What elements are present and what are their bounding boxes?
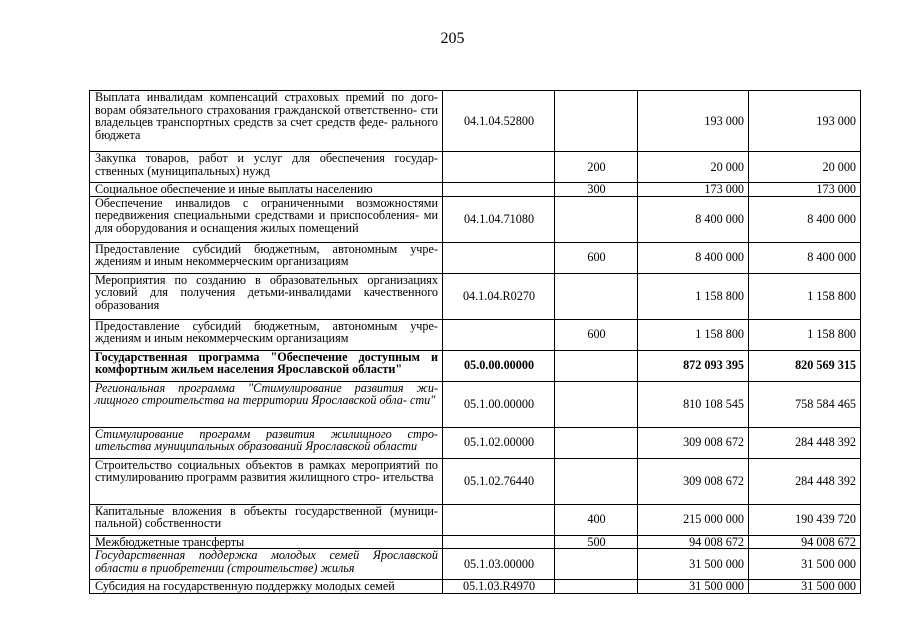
table-row: [90, 183, 861, 197]
row-amount-2027: 20 000: [749, 152, 861, 183]
page-number: 205: [440, 30, 465, 47]
row-amount-2026: 872 093 395: [638, 350, 749, 381]
row-target-code: 04.1.04.71080: [443, 196, 555, 242]
table-row: [90, 273, 861, 319]
table-row: [90, 458, 861, 504]
row-name: Строительство социальных объектов в рамках мероприятий по стимулированию программ развития жилищного стро- ительства: [90, 458, 443, 504]
row-amount-2027: 173 000: [749, 183, 861, 197]
row-amount-2026: 173 000: [638, 183, 749, 197]
row-target-code: 04.1.04.52800: [443, 91, 555, 152]
row-amount-2027: 31 500 000: [749, 580, 861, 594]
row-amount-2027: 8 400 000: [749, 242, 861, 273]
row-name: Государственная программа "Обеспечение доступным и комфортным жильем населения Ярославской области": [90, 350, 443, 381]
row-amount-2027: 94 008 672: [749, 535, 861, 549]
table-row: [90, 535, 861, 549]
table-row: [90, 427, 861, 458]
row-expense-type: 500: [555, 535, 638, 549]
row-target-code: 05.1.03.00000: [443, 549, 555, 580]
table-row: [90, 504, 861, 535]
row-name: Государственная поддержка молодых семей Ярославской области в приобретении (строительстве) жилья: [90, 549, 443, 580]
row-name: Закупка товаров, работ и услуг для обеспечения государ- ственных (муниципальных) нужд: [90, 152, 443, 183]
row-target-code: [443, 319, 555, 350]
row-amount-2027: 193 000: [749, 91, 861, 152]
row-amount-2026: 8 400 000: [638, 242, 749, 273]
row-amount-2026: 1 158 800: [638, 319, 749, 350]
row-name: Выплата инвалидам компенсаций страховых премий по дого- ворам обязательного страхования гражданской ответственно- сти владельцев транспортных средств за счет средств феде- рального бюджета: [90, 91, 443, 152]
row-target-code: 04.1.04.R0270: [443, 273, 555, 319]
budget-table-body: [90, 91, 861, 594]
row-expense-type: 400: [555, 504, 638, 535]
row-target-code: 05.1.00.00000: [443, 381, 555, 427]
row-amount-2027: 8 400 000: [749, 196, 861, 242]
row-expense-type: [555, 427, 638, 458]
row-expense-type: 200: [555, 152, 638, 183]
row-expense-type: [555, 381, 638, 427]
row-amount-2027: 31 500 000: [749, 549, 861, 580]
row-amount-2026: 193 000: [638, 91, 749, 152]
row-target-code: [443, 152, 555, 183]
row-name: Предоставление субсидий бюджетным, автономным учре- ждениям и иным некоммерческим организациям: [90, 319, 443, 350]
row-name: Стимулирование программ развития жилищного стро- ительства муниципальных образований Ярославской области: [90, 427, 443, 458]
row-amount-2027: 284 448 392: [749, 427, 861, 458]
row-amount-2026: 31 500 000: [638, 549, 749, 580]
row-target-code: 05.0.00.00000: [443, 350, 555, 381]
row-amount-2026: 20 000: [638, 152, 749, 183]
row-expense-type: [555, 458, 638, 504]
row-name: Межбюджетные трансферты: [90, 535, 443, 549]
row-expense-type: 600: [555, 242, 638, 273]
row-target-code: [443, 535, 555, 549]
row-target-code: 05.1.02.00000: [443, 427, 555, 458]
row-amount-2026: 309 008 672: [638, 458, 749, 504]
row-expense-type: 600: [555, 319, 638, 350]
table-row: [90, 242, 861, 273]
row-amount-2026: 31 500 000: [638, 580, 749, 594]
row-target-code: [443, 504, 555, 535]
table-row: [90, 196, 861, 242]
table-row: [90, 580, 861, 594]
row-name: Обеспечение инвалидов с ограниченными возможностями передвижения специальными средствами и приспособления- ми для оборудования и оснащения жилых помещений: [90, 196, 443, 242]
table-row: [90, 91, 861, 152]
row-amount-2026: 94 008 672: [638, 535, 749, 549]
row-target-code: 05.1.03.R4970: [443, 580, 555, 594]
row-amount-2026: 215 000 000: [638, 504, 749, 535]
row-amount-2027: 284 448 392: [749, 458, 861, 504]
row-expense-type: 300: [555, 183, 638, 197]
row-amount-2026: 309 008 672: [638, 427, 749, 458]
row-name: Региональная программа "Стимулирование развития жи- лищного строительства на территории Ярославской обла- сти": [90, 381, 443, 427]
row-expense-type: [555, 350, 638, 381]
row-name: Мероприятия по созданию в образовательных организациях условий для получения детьми-инвалидами качественного образования: [90, 273, 443, 319]
table-row: [90, 319, 861, 350]
row-target-code: [443, 183, 555, 197]
budget-table: [89, 90, 861, 594]
row-target-code: 05.1.02.76440: [443, 458, 555, 504]
row-name: Субсидия на государственную поддержку молодых семей: [90, 580, 443, 594]
row-amount-2026: 8 400 000: [638, 196, 749, 242]
row-name: Социальное обеспечение и иные выплаты населению: [90, 183, 443, 197]
table-row: [90, 549, 861, 580]
row-name: Предоставление субсидий бюджетным, автономным учре- ждениям и иным некоммерческим организациям: [90, 242, 443, 273]
row-amount-2027: 758 584 465: [749, 381, 861, 427]
row-amount-2027: 820 569 315: [749, 350, 861, 381]
row-amount-2027: 1 158 800: [749, 273, 861, 319]
row-expense-type: [555, 91, 638, 152]
row-target-code: [443, 242, 555, 273]
table-row: [90, 350, 861, 381]
row-expense-type: [555, 580, 638, 594]
row-amount-2027: 1 158 800: [749, 319, 861, 350]
row-amount-2026: 810 108 545: [638, 381, 749, 427]
table-row: [90, 152, 861, 183]
row-name: Капитальные вложения в объекты государственной (муници- пальной) собственности: [90, 504, 443, 535]
row-expense-type: [555, 273, 638, 319]
row-expense-type: [555, 549, 638, 580]
table-row: [90, 381, 861, 427]
row-expense-type: [555, 196, 638, 242]
row-amount-2027: 190 439 720: [749, 504, 861, 535]
row-amount-2026: 1 158 800: [638, 273, 749, 319]
